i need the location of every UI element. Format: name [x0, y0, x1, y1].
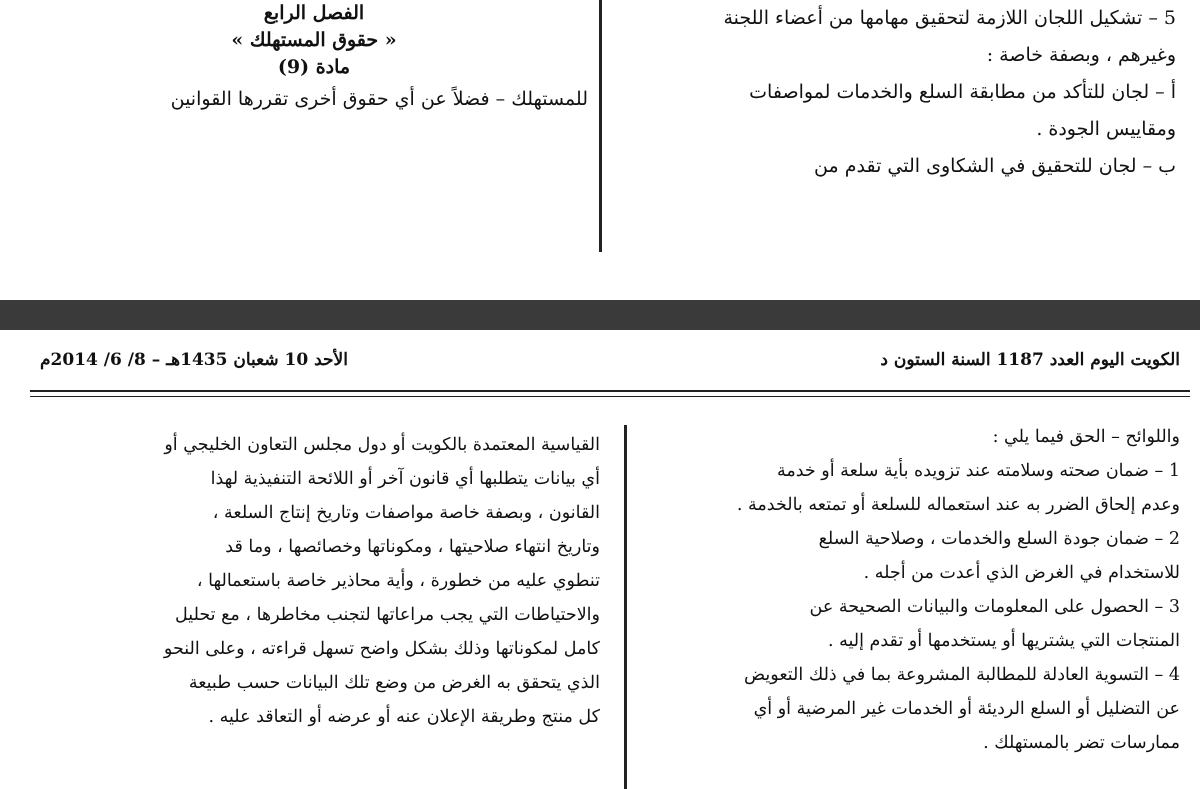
bottom-left-column: [40, 428, 600, 734]
text-line: للاستخدام في الغرض الذي أعدت من أجله .: [863, 563, 1180, 583]
text-line: ب – لجان للتحقيق في الشكاوى التي تقدم من: [814, 155, 1176, 177]
top-right-column: [616, 0, 1176, 185]
text-line: الذي يتحقق به الغرض من وضع تلك البيانات حسب طبيعة: [188, 673, 600, 693]
bottom-page-fragment: [0, 330, 1200, 789]
text-line: القانون ، وبصفة خاصة مواصفات وتاريخ إنتاج السلعة ،: [212, 503, 600, 523]
chapter-subtitle: « حقوق المستهلك »: [231, 29, 397, 51]
text-line: عن التضليل أو السلع الرديئة أو الخدمات غير المرضية أو أي: [753, 699, 1180, 719]
text-line: المنتجات التي يشتريها أو يستخدمها أو تقدم إليه .: [827, 631, 1180, 651]
text-line: وتاريخ انتهاء صلاحيتها ، ومكوناتها وخصائصها ، وما قد: [225, 537, 600, 557]
article-text: للمستهلك – فضلاً عن أي حقوق أخرى تقررها القوانين: [170, 88, 588, 110]
text-line: وغيرهم ، وبصفة خاصة :: [986, 44, 1176, 66]
text-line: 1 – ضمان صحته وسلامته عند تزويده بأية سلعة أو خدمة: [776, 461, 1180, 481]
text-line: 3 – الحصول على المعلومات والبيانات الصحيحة عن: [809, 597, 1180, 617]
top-page-fragment: [0, 0, 1200, 300]
chapter-title: الفصل الرابع: [263, 2, 365, 24]
text-line: والاحتياطات التي يجب مراعاتها لتجنب مخاطرها ، مع تحليل: [175, 605, 600, 625]
text-line: أ – لجان للتأكد من مطابقة السلع والخدمات لمواصفات: [749, 81, 1176, 103]
top-left-column: [40, 0, 588, 118]
page-header-date: الأحد 10 شعبان 1435هـ – 8/ 6/ 2014م: [40, 350, 348, 370]
text-line: 4 – التسوية العادلة للمطالبة المشروعة بما في ذلك التعويض: [743, 665, 1180, 685]
text-line: ممارسات تضر بالمستهلك .: [983, 733, 1180, 753]
header-rule-thin: [30, 396, 1190, 397]
text-line: 2 – ضمان جودة السلع والخدمات ، وصلاحية السلع: [818, 529, 1180, 549]
text-line: تنطوي عليه من خطورة ، وأية محاذير خاصة باستعمالها ،: [196, 571, 600, 591]
article-number: مادة (9): [277, 56, 351, 78]
page-header-publication: الكويت اليوم العدد 1187 السنة الستون د: [880, 350, 1180, 370]
text-line: وعدم إلحاق الضرر به عند استعماله للسلعة أو تمتعه بالخدمة .: [736, 495, 1180, 515]
text-line: أي بيانات يتطلبها أي قانون آخر أو اللائحة التنفيذية لهذا: [210, 469, 600, 489]
text-line: ومقاييس الجودة .: [1036, 118, 1176, 140]
separator-bar: [0, 300, 1200, 330]
text-line: القياسية المعتمدة بالكويت أو دول مجلس التعاون الخليجي أو: [164, 435, 600, 455]
column-divider: [624, 425, 627, 789]
text-line: واللوائح – الحق فيما يلي :: [992, 427, 1180, 447]
text-line: كامل لمكوناتها وذلك بشكل واضح تسهل قراءته ، وعلى النحو: [163, 639, 600, 659]
column-divider: [599, 0, 602, 252]
bottom-right-column: [640, 420, 1180, 760]
header-rule: [30, 390, 1190, 392]
text-line: كل منتج وطريقة الإعلان عنه أو عرضه أو التعاقد عليه .: [208, 707, 600, 727]
text-line: 5 – تشكيل اللجان اللازمة لتحقيق مهامها من أعضاء اللجنة: [723, 7, 1176, 29]
